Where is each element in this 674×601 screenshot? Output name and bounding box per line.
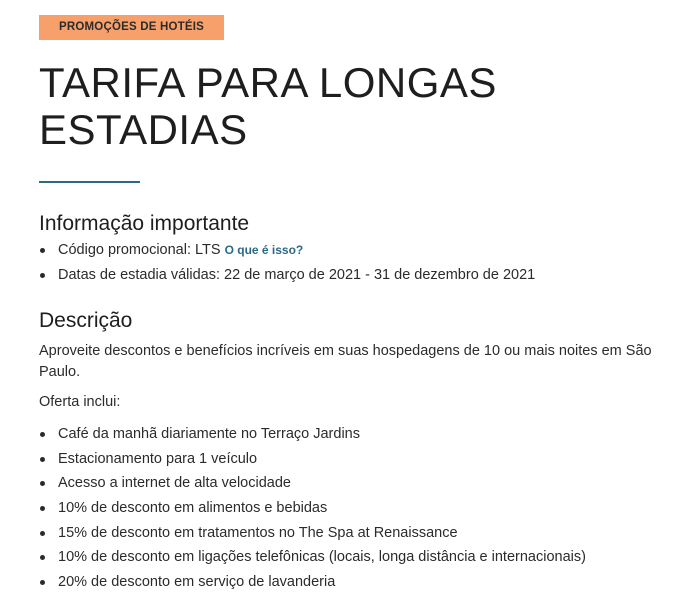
valid-dates-item: Datas de estadia válidas: 22 de março de 2021 - 31 de dezembro de 2021 [39, 263, 659, 288]
offer-item: Café da manhã diariamente no Terraço Jardins [39, 422, 659, 447]
offer-item: Acesso a internet de alta velocidade [39, 471, 659, 496]
offer-item: 10% de desconto em alimentos e bebidas [39, 496, 659, 521]
description-heading: Descrição [39, 309, 133, 333]
page-title: TARIFA PARA LONGAS ESTADIAS [39, 59, 497, 153]
info-list [39, 238, 659, 287]
category-tag: PROMOÇÕES DE HOTÉIS [39, 15, 224, 40]
promo-code-item [39, 238, 659, 263]
description-text: Aproveite descontos e benefícios incríveis em suas hospedagens de 10 ou mais noites em São Paulo. [39, 343, 652, 381]
title-divider [39, 181, 140, 183]
info-heading: Informação importante [39, 212, 250, 235]
offer-item: 15% de desconto em tratamentos no The Spa at Renaissance [39, 521, 659, 546]
offer-item: 10% de desconto em ligações telefônicas (locais, longa distância e internacionais) [39, 545, 659, 570]
offer-list [39, 422, 659, 594]
offer-content [39, 15, 659, 594]
offer-label: Oferta inclui: [39, 394, 121, 411]
offer-item: 20% de desconto em serviço de lavanderia [39, 570, 659, 595]
offer-item: Estacionamento para 1 veículo [39, 447, 659, 472]
promo-code-text: Código promocional: LTS [58, 242, 221, 258]
what-is-this-link[interactable]: O que é isso? [224, 243, 304, 257]
